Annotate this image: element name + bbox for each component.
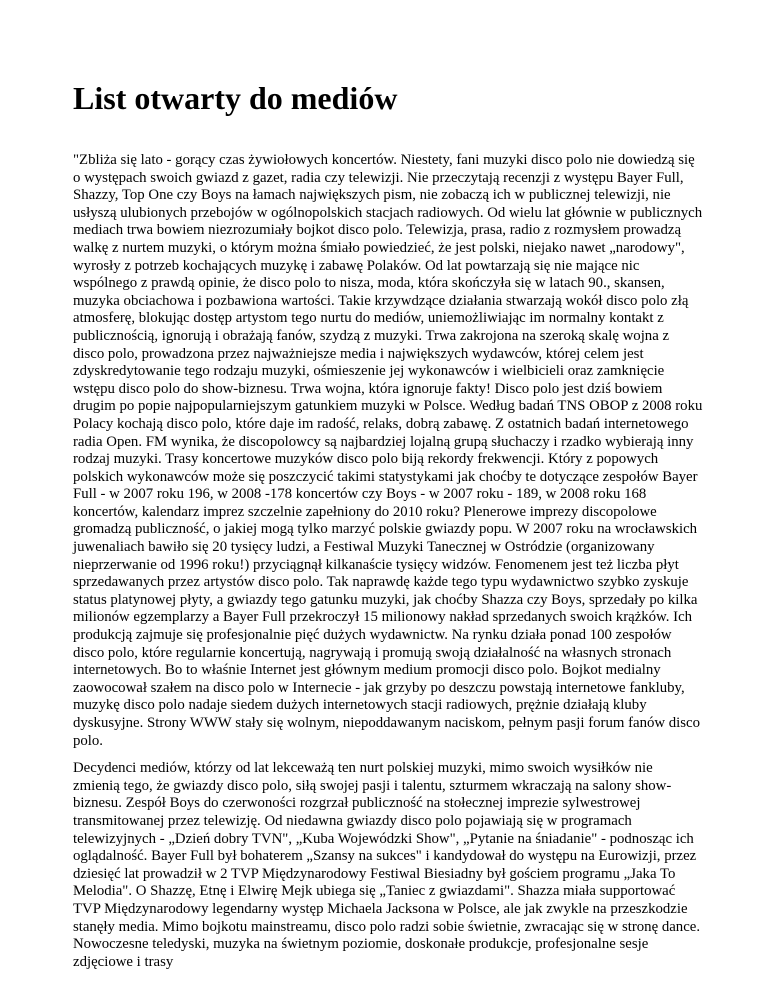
paragraph-2: Decydenci mediów, którzy od lat lekceważą ten nurt polskiej muzyki, mimo swoich wysiłków nie zmienią tego, że gwiazdy disco polo, siłą swojej pasji i talentu, szturmem wkraczają na salony show-biznesu. Zespół Boys do czerwoności rozgrzał publiczność na stołecznej imprezie sylwestrowej transmitowanej przez telewizję. Od niedawna gwiazdy disco polo pojawiają się w programach telewizyjnych - „Dzień dobry TVN", „Kuba Wojewódzki Show", „Pytanie na śniadanie" - podnosząc ich oglądalność. Bayer Full był bohaterem „Szansy na sukces" i kandydował do występu na Eurowizji, przez dziesięć lat prowadził w 2 TVP Międzynarodowy Festiwal Biesiadny był gościem programu „Jaka To Melodia". O Shazzę, Etnę i Elwirę Mejk ubiega się „Taniec z gwiazdami". Shazza miała supportować TVP Międzynarodowy legendarny występ Michaela Jacksona w Polsce, ale jak zwykle na przeszkodzie stanęły media. Mimo bojkotu mainstreamu, disco polo radzi sobie świetnie, zwracając się w stronę dance. Nowoczesne teledyski, muzyka na świetnym poziomie, doskonałe produkcje, profesjonalne sesje zdjęciowe i trasy: [73, 760, 701, 970]
document-title: List otwarty do mediów: [73, 80, 398, 116]
document-body: [73, 152, 703, 981]
paragraph-1: "Zbliża się lato - gorący czas żywiołowych koncertów. Niestety, fani muzyki disco polo nie dowiedzą się o występach swoich gwiazd z gazet, radia czy telewizji. Nie przeczytają recenzji z występu Bayer Full, Shazzy, Top One czy Boys na łamach największych pism, nie zobaczą ich w publicznej telewizji, nie usłyszą ulubionych przebojów w ogólnopolskich stacjach radiowych. Od wielu lat głównie w publicznych mediach trwa bowiem niezrozumiały bojkot disco polo. Telewizja, prasa, radio z rozmysłem prowadzą walkę z nurtem muzyki, o którym można śmiało powiedzieć, że jest polski, niejako nawet „narodowy", wyrosły z potrzeb kochających muzykę i zabawę Polaków. Od lat powtarzają się nie mające nic wspólnego z prawdą opinie, że disco polo to nisza, moda, która skończyła się w latach 90., skansen, muzyka obciachowa i pozbawiona wartości. Takie krzywdzące działania stwarzają wokół disco polo złą atmosferę, blokując dostęp artystom tego nurtu do mediów, uniemożliwiając im normalny kontakt z publicznością, ignorują i obrażają fanów, szydzą z muzyki. Trwa zakrojona na szeroką skalę wojna z disco polo, prowadzona przez najważniejsze media i największych wydawców, której celem jest zdyskredytowanie tego rodzaju muzyki, ośmieszenie jej wykonawców i wielbicieli oraz zamknięcie wstępu disco polo do show-biznesu. Trwa wojna, która ignoruje fakty! Disco polo jest dziś bowiem drugim po popie najpopularniejszym gatunkiem muzyki w Polsce. Według badań TNS OBOP z 2008 roku Polacy kochają disco polo, które daje im radość, relaks, dobrą zabawę. Z ostatnich badań internetowego radia Open. FM wynika, że discopolowcy są najbardziej lojalną grupą słuchaczy i rzadko wybierają inny rodzaj muzyki. Trasy koncertowe muzyków disco polo biją rekordy frekwencji. Który z popowych polskich wykonawców może się poszczycić takimi statystykami jak choćby te dotyczące zespołów Bayer Full - w 2007 roku 196, w 2008 -178 koncertów czy Boys - w 2007 roku - 189, w 2008 roku 168 koncertów, kalendarz imprez szczelnie zapełniony do 2010 roku? Plenerowe imprezy discopolowe gromadzą publiczność, o jakiej mogą tylko marzyć polskie gwiazdy popu. W 2007 roku na wrocławskich juwenaliach bawiło się 20 tysięcy ludzi, a Festiwal Muzyki Tanecznej w Ostródzie (organizowany nieprzerwanie od 1996 roku!) przyciągnął kilkanaście tysięcy widzów. Fenomenem jest też liczba płyt sprzedawanych przez artystów disco polo. Tak naprawdę każde tego typu wydawnictwo szybko zyskuje status platynowej płyty, a gwiazdy tego gatunku muzyki, jak choćby Shazza czy Boys, sprzedały po kilka milionów egzemplarzy a Bayer Full przekroczył 15 milionowy nakład sprzedanych swoich krążków. Ich produkcją zajmuje się profesjonalnie pięć dużych wydawnictw. Na rynku działa ponad 100 zespołów disco polo, które regularnie koncertują, nagrywają i promują swoją działalność na własnych stronach internetowych. Bo to właśnie Internet jest głównym medium promocji disco polo. Bojkot medialny zaowocował szałem na disco polo w Internecie - jak grzyby po deszczu powstają internetowe fankluby, muzykę disco polo nadaje siedem dużych internetowych stacji radiowych, prężnie działają kluby dyskusyjne. Strony WWW stały się wolnym, niepoddawanym naciskom, pełnym pasji forum fanów disco polo.: [73, 152, 703, 749]
